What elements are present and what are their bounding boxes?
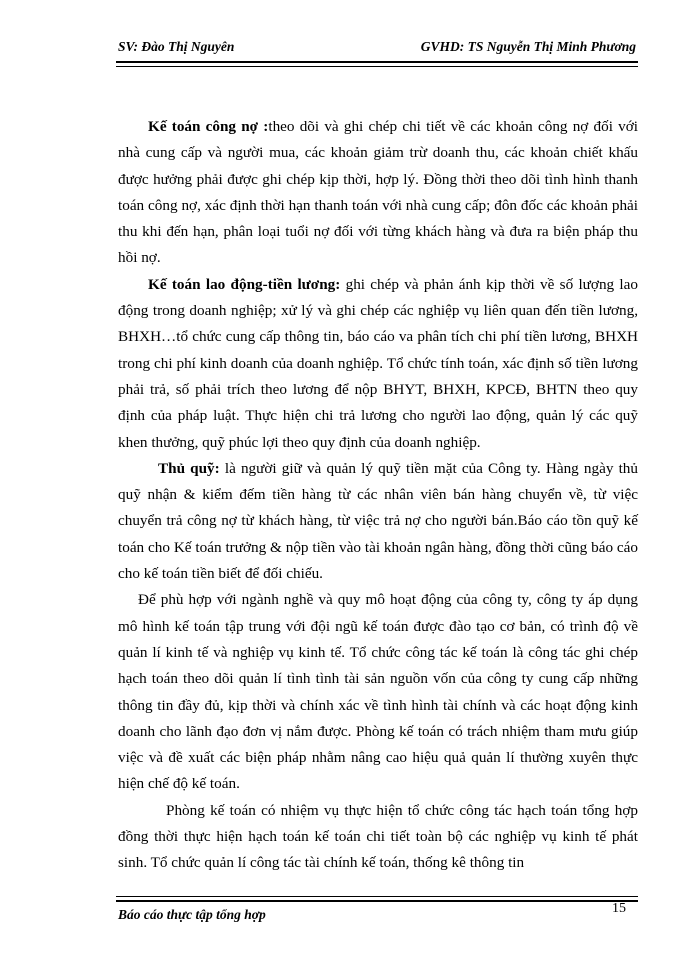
- paragraph-mo-hinh-ke-toan: [118, 587, 638, 797]
- footer-divider: [116, 900, 638, 902]
- page-number: 15: [612, 901, 626, 916]
- paragraph-text: theo dõi và ghi chép chi tiết về các khoản công nợ đối với nhà cung cấp và người mua, các khoản giảm trừ doanh thu, các khoản chiết khấu được hưởng phải được ghi chép kịp thời, hợp lý. Đồng thời theo dõi tình hình thanh toán công nợ, xác định thời hạn thanh toán với nhà cung cấp; đôn đốc các khoản phải thu khi đến hạn, phân loại tuổi nợ đối với từng khách hàng và đưa ra biện pháp thu hồi nợ.: [118, 118, 638, 267]
- paragraph-lead: Kế toán công nợ :: [148, 118, 269, 135]
- paragraph-text: là người giữ và quản lý quỹ tiền mặt của Công ty. Hàng ngày thủ quỹ nhận & kiểm đếm tiền hàng từ các nhân viên bán hàng chuyển về, từ việc chuyển trả công nợ từ khách hàng, từ việc trả nợ cho người bán.Báo cáo tồn quỹ kế toán cho Kế toán trưởng & nộp tiền vào tài khoản ngân hàng, đồng thời cũng báo cáo cho kế toán tiền biết để đối chiếu.: [118, 459, 638, 583]
- footer-title: Báo cáo thực tập tổng hợp: [118, 907, 266, 922]
- header-divider: [116, 61, 638, 63]
- paragraph-ke-toan-cong-no: [118, 114, 638, 272]
- paragraph-phong-ke-toan: [118, 798, 638, 877]
- header-divider-thin: [116, 66, 638, 67]
- paragraph-text: Phòng kế toán có nhiệm vụ thực hiện tổ chức công tác hạch toán tổng hợp đồng thời thực hiện hạch toán kế toán chi tiết toàn bộ các nghiệp vụ kinh tế phát sinh. Tổ chức quản lí công tác tài chính kế toán, thống kê thông tin: [118, 801, 638, 872]
- paragraph-ke-toan-lao-dong: [118, 272, 638, 456]
- header-student: SV: Đào Thị Nguyên: [118, 39, 235, 54]
- paragraph-text: Để phù hợp với ngành nghề và quy mô hoạt động của công ty, công ty áp dụng mô hình kế toán tập trung với đội ngũ kế toán được đào tạo cơ bản, có trình độ về quản lí kinh tế và nghiệp vụ kinh tế. Tổ chức công tác kế toán là công tác ghi chép hạch toán theo dõi quản lí tình tình tài sản nguồn vốn của công ty cung cấp những thông tin đầy đủ, kịp thời và chính xác về tình hình tài chính và các hoạt động kinh doanh cho lãnh đạo đơn vị nắm được. Phòng kế toán có trách nhiệm tham mưu giúp việc và đề xuất các biện pháp nhằm nâng cao hiệu quả quản lí thường xuyên thực hiện chế độ kế toán.: [118, 591, 638, 793]
- page-header: [118, 39, 636, 61]
- header-advisor: GVHD: TS Nguyễn Thị Minh Phương: [420, 39, 636, 54]
- paragraph-thu-quy: [118, 456, 638, 587]
- document-body: [118, 114, 638, 877]
- footer-divider-thin: [116, 896, 638, 897]
- paragraph-text: ghi chép và phản ánh kịp thời về số lượng lao động trong doanh nghiệp; xử lý và ghi chép các nghiệp vụ liên quan đến tiền lương, BHXH…tổ chức cung cấp thông tin, báo cáo va phân tích chi phí tiền lương, BHXH trong chi phí kinh doanh của doanh nghiệp. Tổ chức tính toán, xác định số tiền lương phải trả, số phải trích theo lương để nộp BHYT, BHXH, KPCĐ, BHTN theo quy định của pháp luật. Thực hiện chi trả lương cho người lao động, quản lý các quỹ khen thưởng, quỹ phúc lợi theo quy định của doanh nghiệp.: [118, 275, 638, 451]
- paragraph-lead: Kế toán lao động-tiền lương:: [148, 275, 341, 293]
- paragraph-lead: Thủ quỹ:: [158, 459, 220, 477]
